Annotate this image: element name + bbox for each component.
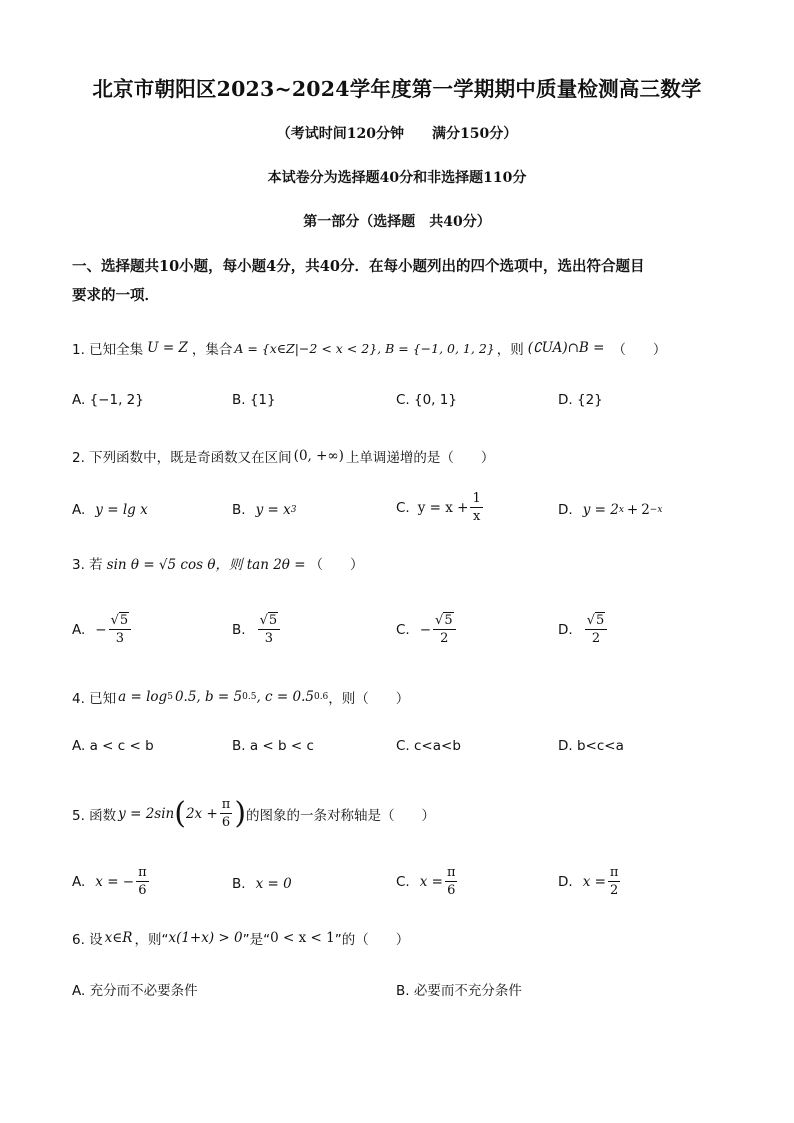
- q5-option-a-expr: x = −: [95, 873, 135, 890]
- q3-option-d-label: D.: [558, 621, 573, 638]
- q3-option-d-den: 2: [591, 631, 601, 646]
- q2-option-c: [396, 490, 485, 525]
- q6-condition-x: x∈R: [104, 930, 133, 946]
- q3-answer-blank: （ ）: [309, 557, 364, 573]
- q3-option-c-sign: −: [419, 621, 432, 638]
- q6-prefix: 6. 设: [72, 932, 103, 948]
- q5-option-c-expr: x =: [419, 873, 443, 890]
- q5-prefix: 5. 函数: [72, 807, 117, 824]
- q1-option-a: A. {−1, 2}: [72, 392, 144, 408]
- question-1-stem: [72, 338, 732, 358]
- q1-option-b: B. {1}: [232, 392, 276, 408]
- q3-option-c-num: √5: [433, 612, 456, 630]
- section-instructions-line1: 一、选择题共10小题，每小题4分，共40分．在每小题列出的四个选项中，选出符合题目: [72, 258, 645, 275]
- q2-option-b-label: B.: [232, 502, 246, 518]
- q2-option-c-num: 1: [472, 491, 481, 506]
- q2-prefix: 2. 下列函数中，既是奇函数又在区间: [72, 450, 292, 466]
- q3-option-d-num: √5: [585, 612, 608, 630]
- q4-option-b: B. a < b < c: [232, 738, 314, 754]
- score-composition: 本试卷分为选择题40分和非选择题110分: [267, 170, 527, 186]
- q3-option-a-fraction: [109, 612, 132, 647]
- q4-suffix: ，则（ ）: [328, 691, 410, 707]
- question-6-stem: [72, 928, 732, 948]
- exam-info: （考试时间120分钟 满分150分）: [276, 126, 518, 142]
- q5-option-a-label: A.: [72, 873, 86, 890]
- section-instructions: [72, 252, 732, 310]
- q6-option-a: A. 充分而不必要条件: [72, 983, 198, 999]
- q5-option-d-label: D.: [558, 873, 573, 890]
- q2-option-a-label: A.: [72, 502, 86, 518]
- q1-answer-blank: （ ）: [612, 342, 667, 358]
- q3-option-b-den: 3: [264, 631, 273, 646]
- q1-universal-set: U = Z: [147, 340, 188, 356]
- q2-option-d-exp1: x: [618, 505, 624, 515]
- q5-option-a-fraction: [136, 864, 149, 899]
- q3-option-a: [72, 612, 133, 647]
- q3-option-a-radicand: 5: [119, 613, 129, 628]
- question-5-stem: 5. 函数 y = 2sin ( 2x + $\frac{\pi}{6}$ ) 的图象的一条对称轴是（ ）: [72, 795, 436, 831]
- question-4-stem: [72, 687, 732, 707]
- q3-option-d-radicand: 5: [595, 613, 605, 628]
- q3-option-b-fraction: [258, 612, 281, 647]
- q4-option-c: C. c<a<b: [396, 738, 461, 754]
- q3-option-a-label: A.: [72, 621, 86, 638]
- q1-option-c: C. {0, 1}: [396, 392, 457, 408]
- q2-option-c-fraction: [470, 490, 482, 525]
- q5-option-c-label: C.: [396, 873, 410, 890]
- q5-option-a: [72, 864, 151, 899]
- q4-expr-b: 0.5, b = 5: [174, 689, 243, 705]
- q6-option-b: B. 必要而不充分条件: [396, 983, 522, 999]
- q2-option-b-exponent: 3: [290, 505, 297, 515]
- q4-expr-c: , c = 0.5: [256, 689, 314, 705]
- q3-option-c-radicand: 5: [444, 613, 453, 628]
- q5-pi: π: [221, 797, 231, 812]
- q4-option-d: D. b<c<a: [558, 738, 624, 754]
- q5-option-c-den: 6: [447, 883, 456, 898]
- q1-then: ，则: [496, 342, 524, 358]
- q3-option-c-den: 2: [440, 631, 449, 646]
- q6-mid: ，则“: [134, 932, 169, 948]
- section-instructions-line2: 要求的一项．: [72, 287, 159, 304]
- exam-title: 北京市朝阳区2023~2024学年度第一学期期中质量检测高三数学: [92, 77, 702, 101]
- q5-option-d: [558, 864, 622, 899]
- q3-option-a-num: √5: [109, 612, 132, 630]
- q3-option-d-fraction: [585, 612, 608, 647]
- q5-option-b-label: B.: [232, 876, 246, 892]
- q2-option-b-expr: y = x: [255, 502, 291, 518]
- q4-expr-a: a = log: [118, 689, 168, 705]
- q4-exp-c: 0.6: [313, 692, 329, 702]
- q2-option-c-expr: y = x +: [417, 499, 469, 516]
- q4-log-base: 5: [167, 692, 173, 702]
- q2-option-d-expr: y = 2: [582, 502, 619, 518]
- q6-mid2: ”是“: [242, 932, 271, 948]
- q1-sets: A = {x∈Z|−2 < x < 2}, B = {−1, 0, 1, 2}: [234, 340, 495, 356]
- q5-option-d-num: π: [609, 865, 619, 880]
- q5-option-d-den: 2: [610, 883, 619, 898]
- q1-prefix: 1. 已知全集: [72, 342, 144, 358]
- q5-option-d-expr: x =: [582, 873, 606, 890]
- q3-option-a-sign: −: [95, 621, 107, 638]
- question-3-stem: [72, 553, 732, 573]
- q2-option-b: [232, 502, 296, 518]
- q3-expression: sin θ = √5 cos θ，则 tan 2θ =: [106, 557, 306, 573]
- q2-option-d: D. y = 2 x + 2 −x: [558, 502, 663, 518]
- question-2-stem: [72, 446, 732, 466]
- q5-option-a-num: π: [138, 865, 147, 880]
- q2-suffix: 上单调递增的是（ ）: [345, 450, 495, 466]
- q3-option-b-label: B.: [232, 621, 246, 638]
- q5-option-c-fraction: [445, 864, 458, 899]
- q5-option-b: [232, 876, 292, 892]
- q5-option-c-num: π: [446, 865, 456, 880]
- q5-suffix: 的图象的一条对称轴是（ ）: [246, 807, 436, 824]
- q2-option-a: [72, 502, 148, 518]
- q3-option-b-radicand: 5: [268, 613, 278, 628]
- q2-option-c-label: C.: [396, 499, 410, 516]
- q1-expression: (∁UA)∩B =: [527, 340, 605, 356]
- q2-option-d-label: D.: [558, 502, 573, 518]
- q1-option-d: D. {2}: [558, 392, 603, 408]
- q4-option-a: A. a < c < b: [72, 738, 154, 754]
- q5-six: 6: [221, 815, 231, 830]
- q5-expr: y = 2sin: [118, 805, 175, 822]
- q4-prefix: 4. 已知: [72, 691, 117, 707]
- q6-condition-2: 0 < x < 1: [270, 930, 335, 946]
- q2-option-c-den: x: [472, 509, 481, 524]
- q5-inner: 2x +: [185, 805, 218, 822]
- q5-option-c: [396, 864, 459, 899]
- q3-option-c-fraction: [433, 612, 456, 647]
- q2-option-a-expr: y = lg x: [95, 502, 148, 518]
- q3-prefix: 3. 若: [72, 557, 103, 573]
- q3-option-b-num: √5: [258, 612, 281, 630]
- q4-exp-b: 0.5: [242, 692, 257, 702]
- q5-option-d-fraction: [608, 864, 621, 899]
- q3-option-d: [558, 612, 609, 647]
- q3-option-b: [232, 612, 282, 647]
- q3-option-c: [396, 612, 458, 647]
- q3-option-a-den: 3: [115, 631, 125, 646]
- part-title: 第一部分（选择题 共40分）: [303, 214, 491, 230]
- q5-option-a-den: 6: [138, 883, 147, 898]
- q5-option-b-expr: x = 0: [255, 876, 292, 892]
- q2-interval: (0, +∞): [293, 448, 344, 464]
- q5-pi-over-6: [220, 796, 233, 831]
- q1-mid: ，集合: [191, 342, 233, 358]
- q3-option-c-label: C.: [396, 621, 410, 638]
- q6-suffix: ”的（ ）: [334, 932, 410, 948]
- q6-condition-1: x(1+x) > 0: [168, 930, 243, 946]
- q2-option-d-exp2: −x: [649, 505, 663, 515]
